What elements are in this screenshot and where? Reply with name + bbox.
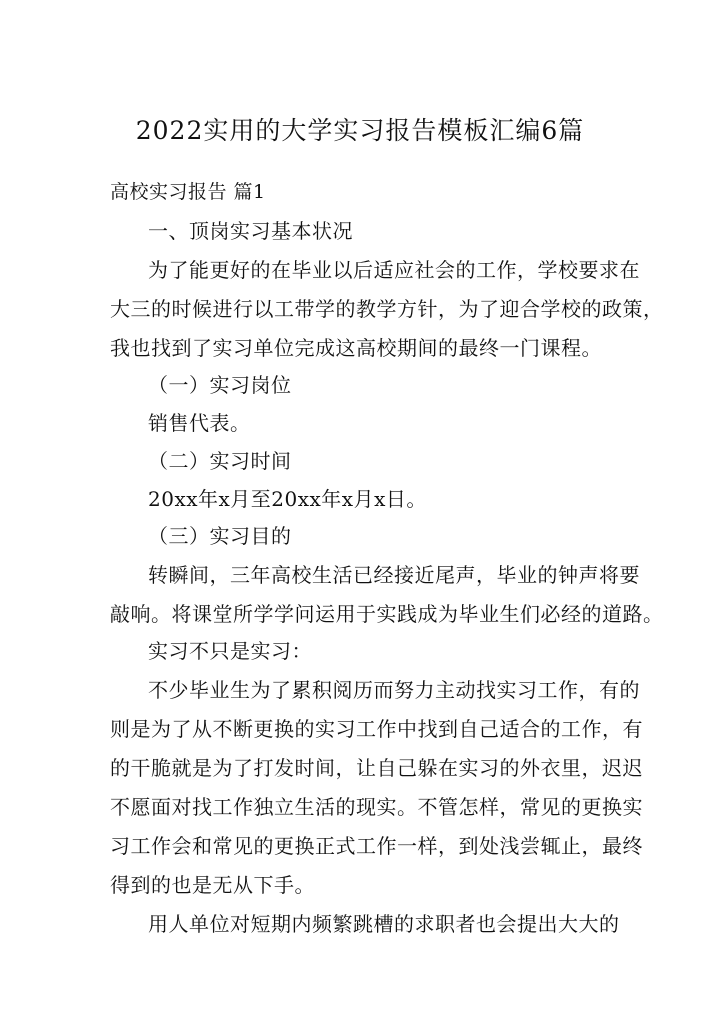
paragraph-line: 实习不只是实习：	[148, 639, 312, 663]
paragraph-line: 得到的也是无从下手。	[110, 873, 315, 897]
paragraph-line: 则是为了从不断更换的实习工作中找到自己适合的工作，有	[110, 717, 643, 741]
paragraph-line: 销售代表。	[148, 411, 251, 435]
paragraph-line: 不愿面对找工作独立生活的现实。不管怎样，常见的更换实	[110, 795, 643, 819]
paragraph-line: 20xx年x月至20xx年x月x日。	[148, 487, 427, 511]
paragraph-line: 不少毕业生为了累积阅历而努力主动找实习工作，有的	[148, 678, 640, 702]
subheading-basic-status: 一、顶岗实习基本状况	[148, 219, 353, 243]
paragraph-line: 转瞬间，三年高校生活已经接近尾声，毕业的钟声将要	[148, 563, 640, 587]
paragraph-line: 敲响。将课堂所学学问运用于实践成为毕业生们必经的道路。	[110, 602, 664, 626]
paragraph-line: 习工作会和常见的更换正式工作一样，到处浅尝辄止，最终	[110, 834, 643, 858]
subheading-purpose: （三）实习目的	[148, 524, 292, 548]
paragraph-line: 我也找到了实习单位完成这高校期间的最终一门课程。	[110, 336, 602, 360]
subheading-time: （二）实习时间	[148, 449, 292, 473]
document-title: 2022实用的大学实习报告模板汇编6篇	[135, 116, 585, 145]
paragraph-line: 为了能更好的在毕业以后适应社会的工作，学校要求在	[148, 258, 640, 282]
paragraph-line: 的干脆就是为了打发时间，让自己躲在实习的外衣里，迟迟	[110, 756, 643, 780]
paragraph-line: 大三的时候进行以工带学的教学方针，为了迎合学校的政策，	[110, 297, 664, 321]
subheading-position: （一）实习岗位	[148, 373, 292, 397]
paragraph-line: 用人单位对短期内频繁跳槽的求职者也会提出大大的	[148, 912, 620, 936]
section-heading: 高校实习报告 篇1	[110, 181, 266, 203]
